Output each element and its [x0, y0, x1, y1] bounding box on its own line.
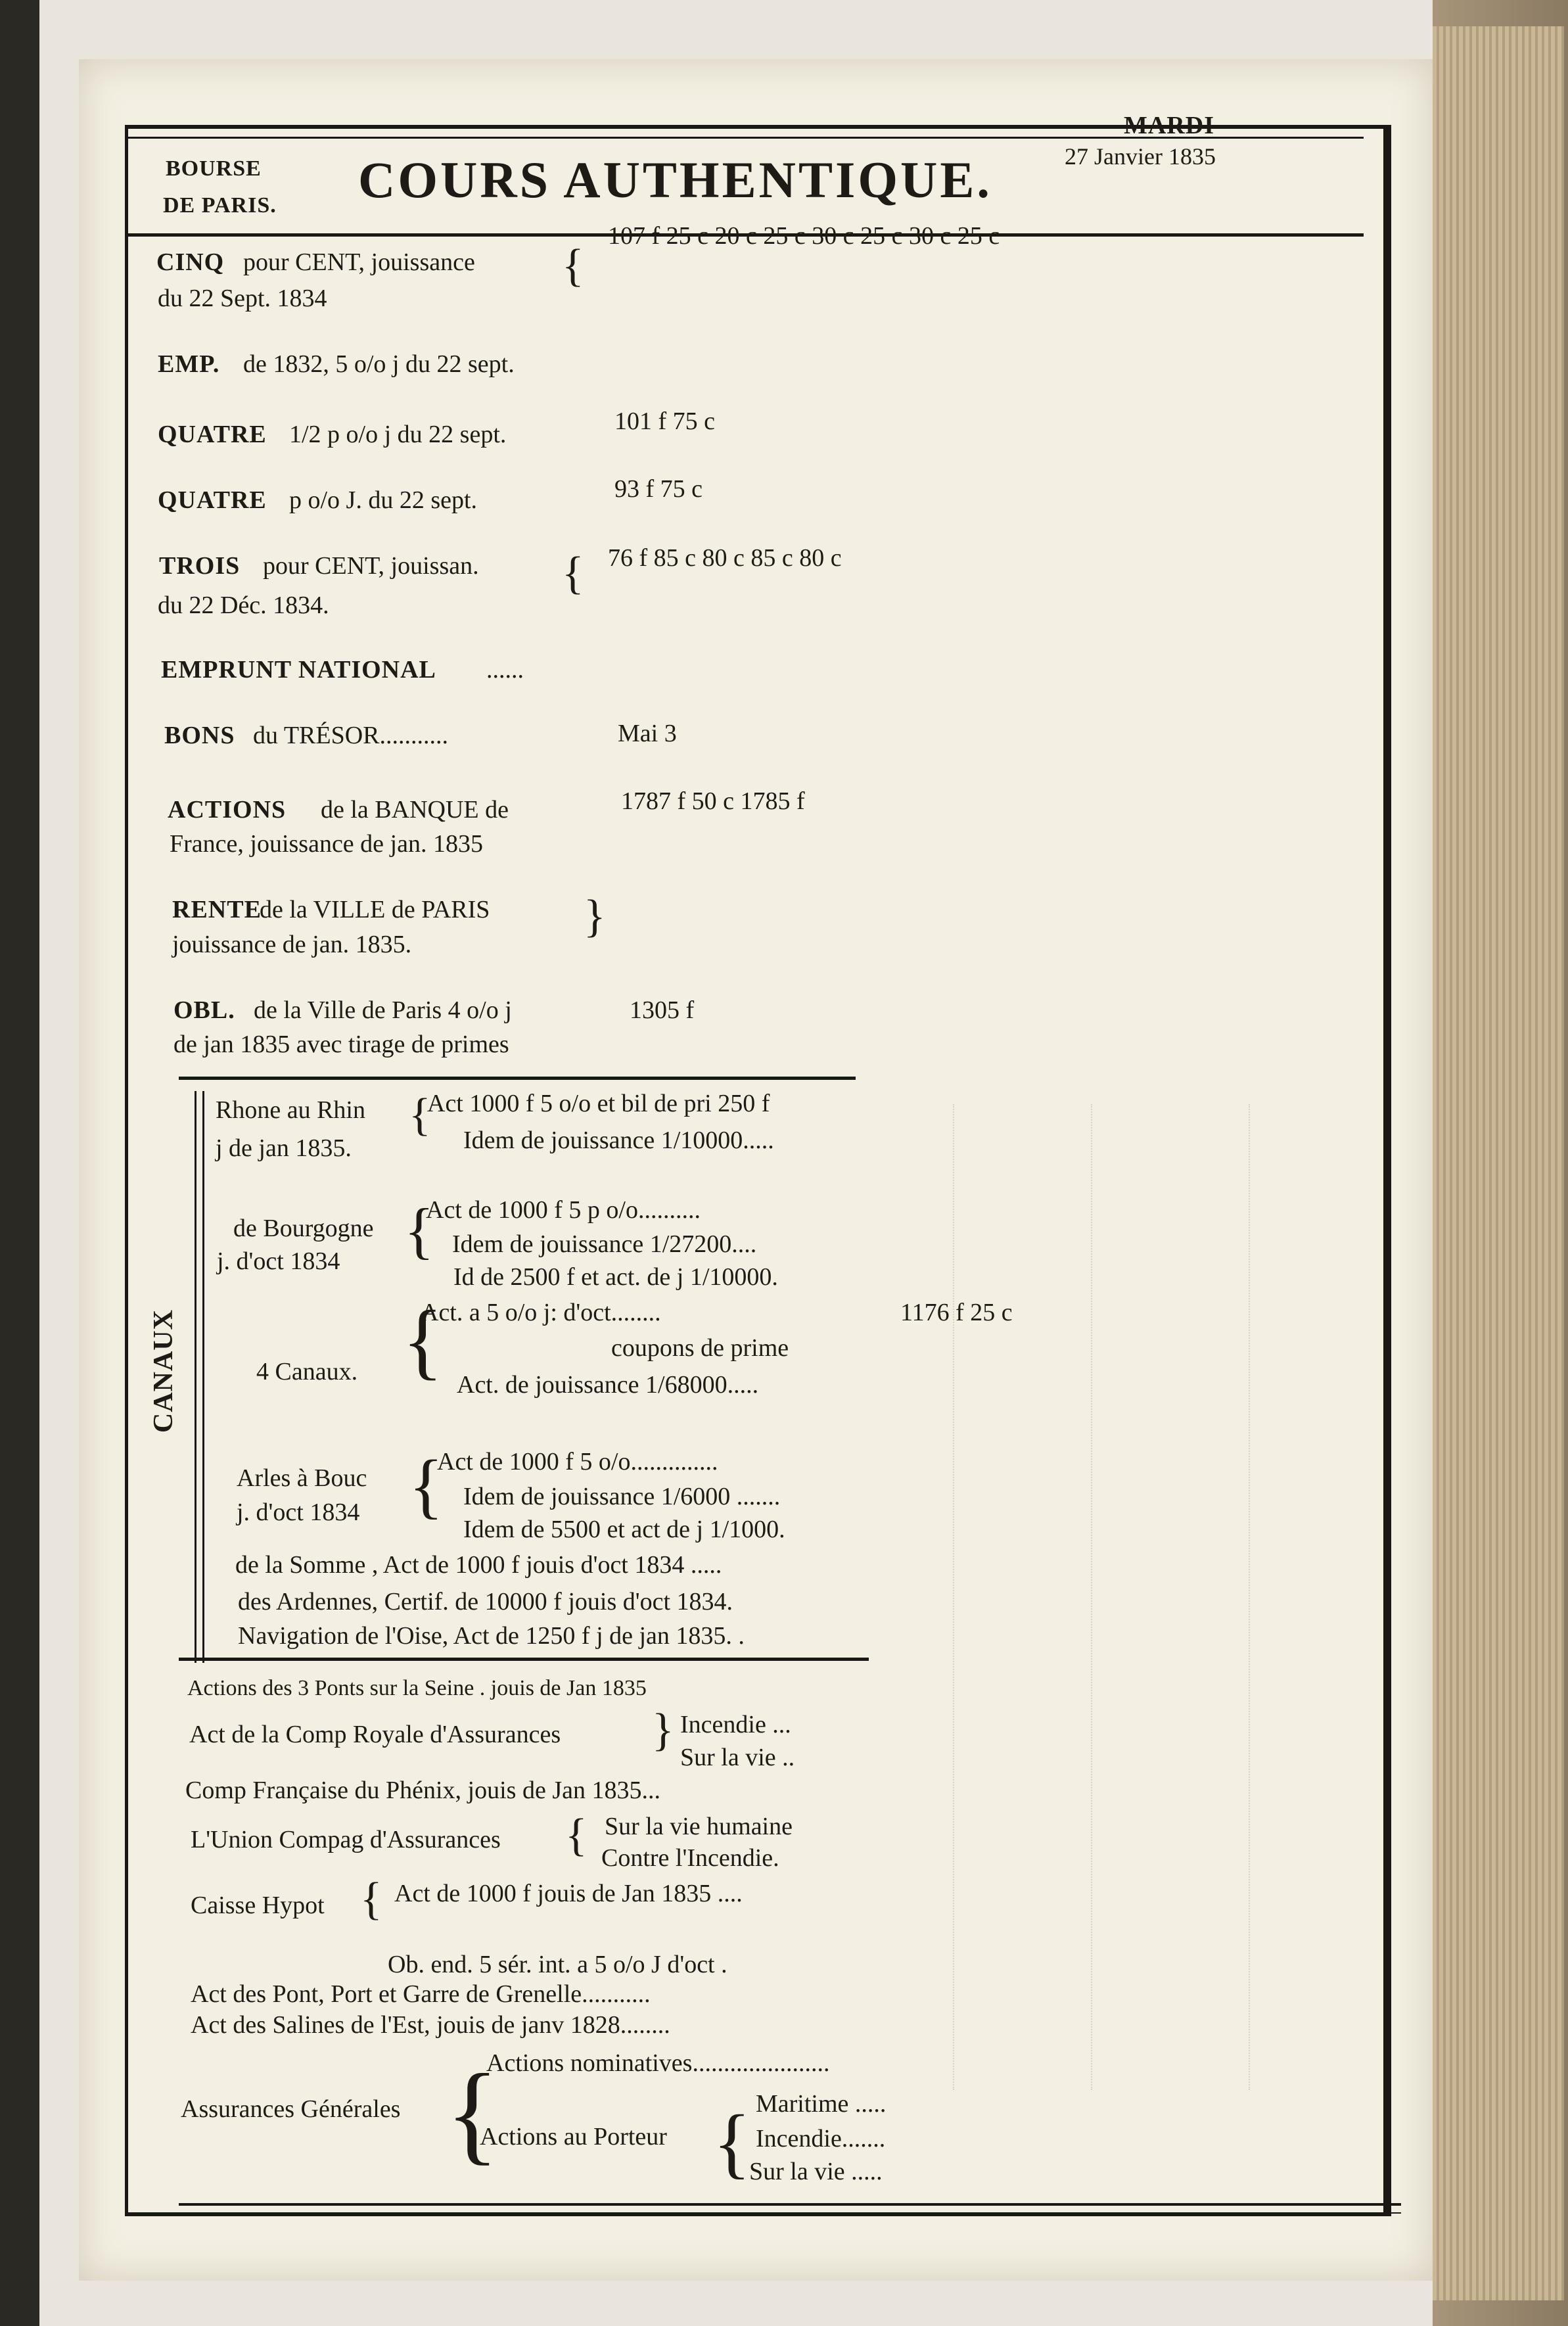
book-page-edges — [1433, 26, 1564, 2300]
brace: { — [360, 1874, 382, 1924]
rente-label: de 1832, 5 o/o j du 22 sept. — [243, 350, 515, 378]
canal-item: Id de 2500 f et act. de j 1/10000. — [453, 1263, 778, 1291]
canaux-left-rule-inner — [202, 1091, 204, 1663]
action-sub: Sur la vie .. — [680, 1744, 795, 1771]
action-line: Actions au Porteur — [480, 2123, 667, 2151]
rente-label-line2: jouissance de jan. 1835. — [172, 931, 412, 958]
action-sub: Sur la vie humaine — [605, 1813, 793, 1840]
brace: { — [562, 241, 584, 291]
action-line: Act de la Comp Royale d'Assurances — [189, 1721, 561, 1748]
brace: { — [409, 1090, 431, 1140]
bottom-rule — [179, 2203, 1401, 2206]
rente-price: 101 f 75 c — [614, 407, 716, 435]
canaux-left-rule — [195, 1091, 196, 1663]
rente-label: pour CENT, jouissance — [243, 248, 475, 276]
canal-name: Rhone au Rhin — [216, 1096, 365, 1124]
rente-label: pour CENT, jouissan. — [263, 552, 479, 580]
canal-line: Navigation de l'Oise, Act de 1250 f j de jan 1835. . — [238, 1622, 745, 1650]
canal-item: Act de 1000 f 5 p o/o.......... — [426, 1196, 701, 1224]
brace: } — [652, 1705, 674, 1756]
canal-name: de Bourgogne — [233, 1215, 374, 1242]
action-line: Actions nominatives...................... — [486, 2049, 830, 2077]
rente-price: 1787 f 50 c 1785 f — [621, 787, 805, 815]
action-sub: Incendie ... — [680, 1711, 791, 1738]
bourse-label: BOURSE — [166, 156, 262, 181]
canal-item: coupons de prime — [611, 1334, 789, 1362]
brace: { — [565, 1810, 588, 1861]
rente-label: de la Ville de Paris 4 o/o j — [254, 996, 512, 1024]
canal-item: Idem de jouissance 1/6000 ....... — [463, 1483, 781, 1510]
canal-sub: j. d'oct 1834 — [237, 1499, 360, 1526]
canaux-top-rule — [179, 1077, 856, 1080]
action-line: Caisse Hypot — [191, 1892, 325, 1919]
action-line: Actions des 3 Ponts sur la Seine . jouis de Jan 1835 — [187, 1676, 647, 1700]
canal-line: des Ardennes, Certif. de 10000 f jouis d'oct 1834. — [238, 1588, 733, 1616]
rente-label: du TRÉSOR........... — [253, 722, 449, 749]
brace: { — [446, 2051, 499, 2175]
bottom-rule-thin — [179, 2212, 1401, 2214]
canal-item: Idem de jouissance 1/27200.... — [452, 1230, 757, 1258]
rente-label-bold: TROIS — [159, 552, 241, 580]
canal-item: Idem de jouissance 1/10000..... — [463, 1127, 774, 1154]
action-sub: Sur la vie ..... — [749, 2158, 883, 2185]
action-sub: Maritime ..... — [756, 2090, 887, 2118]
canal-line: de la Somme , Act de 1000 f jouis d'oct 1834 ..... — [235, 1551, 722, 1579]
rente-label-line2: du 22 Sept. 1834 — [158, 285, 327, 312]
rente-label-line2: du 22 Déc. 1834. — [158, 592, 329, 619]
rente-label-line2: de jan 1835 avec tirage de primes — [173, 1031, 509, 1058]
canal-item: Idem de 5500 et act de j 1/1000. — [463, 1516, 785, 1543]
canaux-side-label: CANAUX — [149, 1309, 179, 1433]
rente-label-line2: France, jouissance de jan. 1835 — [170, 830, 483, 858]
canal-sub: j. d'oct 1834 — [217, 1247, 340, 1275]
canal-item: Act. de jouissance 1/68000..... — [457, 1371, 759, 1399]
canal-item: Act de 1000 f 5 o/o.............. — [437, 1448, 718, 1476]
brace: { — [562, 548, 584, 599]
rente-price: 107 f 25 c 20 c 25 c 30 c 25 c 30 c 25 c — [608, 222, 1000, 250]
brace: { — [404, 1196, 434, 1265]
action-line: Act des Pont, Port et Garre de Grenelle........... — [191, 1980, 651, 2008]
rente-label: de la BANQUE de — [321, 796, 509, 824]
bourse-label-paris: DE PARIS. — [163, 193, 277, 218]
rente-label-bold: OBL. — [173, 996, 235, 1024]
action-sub: Act de 1000 f jouis de Jan 1835 .... — [394, 1880, 743, 1907]
rente-label: ...... — [486, 656, 524, 684]
brace: { — [402, 1293, 444, 1388]
canal-sub: j de jan 1835. — [216, 1134, 352, 1162]
rente-price: Mai 3 — [618, 720, 677, 747]
brace: { — [409, 1445, 444, 1525]
rente-label-bold: CINQ — [156, 248, 225, 276]
rente-label-bold: BONS — [164, 722, 235, 749]
rente-price: 1305 f — [630, 996, 695, 1024]
rente-label-bold: RENTE — [172, 896, 262, 923]
rente-label: de la VILLE de PARIS — [260, 896, 490, 923]
rente-label-bold: EMP. — [158, 350, 220, 378]
rente-label: 1/2 p o/o j du 22 sept. — [289, 421, 507, 448]
canal-item: Act 1000 f 5 o/o et bil de pri 250 f — [427, 1090, 770, 1117]
action-line: Assurances Générales — [181, 2095, 401, 2123]
brace: } — [584, 891, 606, 942]
rente-label-bold: EMPRUNT NATIONAL — [161, 656, 436, 684]
canal-name: 4 Canaux. — [256, 1358, 358, 1385]
action-line: Act des Salines de l'Est, jouis de janv 1828........ — [191, 2011, 670, 2039]
canaux-bottom-rule — [179, 1658, 869, 1661]
rente-label-bold: ACTIONS — [168, 796, 287, 824]
rente-price: 76 f 85 c 80 c 85 c 80 c — [608, 544, 842, 572]
page-title: COURS AUTHENTIQUE. — [358, 151, 992, 208]
canal-price: 1176 f 25 c — [900, 1299, 1013, 1326]
rente-price: 93 f 75 c — [614, 475, 703, 503]
action-line: Ob. end. 5 sér. int. a 5 o/o J d'oct . — [388, 1951, 727, 1978]
issue-date: 27 Janvier 1835 — [1065, 143, 1216, 170]
action-line: Comp Française du Phénix, jouis de Jan 1835... — [185, 1777, 660, 1804]
canal-item: Act. a 5 o/o j: d'oct........ — [421, 1299, 661, 1326]
rente-label: p o/o J. du 22 sept. — [289, 486, 478, 514]
brace: { — [713, 2099, 751, 2186]
rente-label-bold: QUATRE — [158, 421, 267, 448]
action-sub: Contre l'Incendie. — [601, 1844, 779, 1872]
action-sub: Incendie....... — [756, 2125, 886, 2152]
action-line: L'Union Compag d'Assurances — [191, 1826, 501, 1853]
rente-label-bold: QUATRE — [158, 486, 267, 514]
canal-name: Arles à Bouc — [237, 1464, 367, 1492]
weekday: MARDI — [1124, 112, 1214, 139]
header-rule — [128, 137, 1364, 139]
